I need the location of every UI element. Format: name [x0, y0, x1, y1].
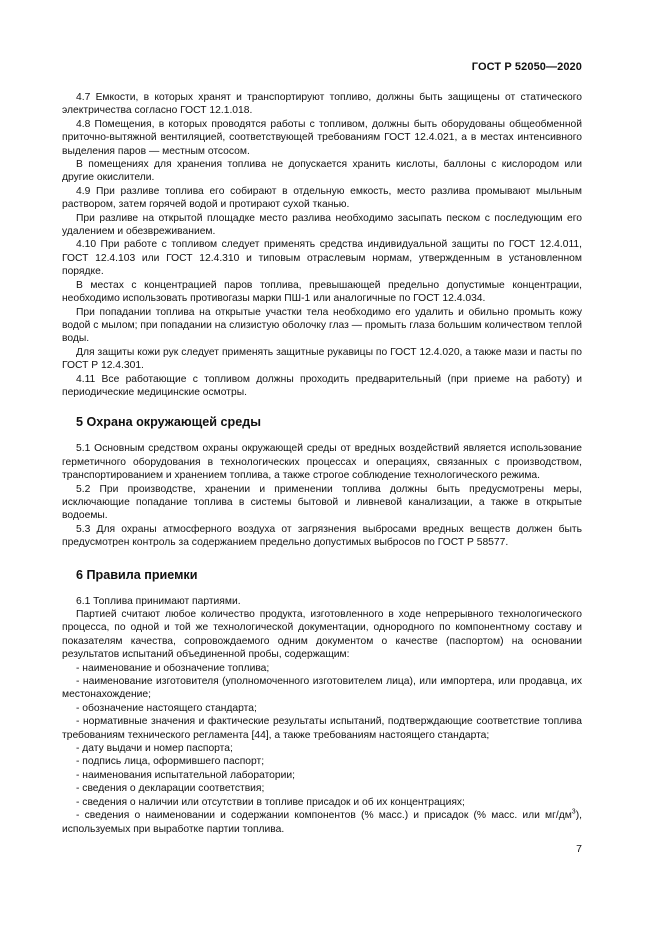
document-id-header: ГОСТ Р 52050—2020 — [471, 61, 582, 73]
paragraph-6-1-batch: Партией считают любое количество продукта, изготовленного в ходе непрерывного технологического процесса, по одной и той же технологической документации, однородного по компонентному составу и показателям качества, сопровождаемого одним документом о качестве (паспортом) на основании результатов испытаний объединенной пробы, содержащим: — [62, 609, 582, 661]
paragraph-4-10-skin-contact: При попадании топлива на открытые участки тела необходимо его удалить и обильно промыть кожу водой с мылом; при попадании на слизистую оболочку глаз — промыть глаза большим количеством теплой воды. — [62, 306, 582, 345]
paragraph-5-2: 5.2 При производстве, хранении и применении топлива должны быть предусмотрены меры, исключающие попадание топлива в системы бытовой и ливневой канализации, а также в открытые водоемы. — [62, 483, 582, 522]
list-item: - наименование и обозначение топлива; — [76, 662, 270, 674]
paragraph-4-10-hand-protection: Для защиты кожи рук следует применять защитные рукавицы по ГОСТ 12.4.020, а также мази и пасты по ГОСТ Р 12.4.301. — [62, 346, 582, 372]
section-6-heading: 6 Правила приемки — [76, 567, 198, 582]
section-5-heading: 5 Охрана окружающей среды — [76, 415, 261, 430]
paragraph-5-3: 5.3 Для охраны атмосферного воздуха от загрязнения выбросами вредных веществ должен быть предусмотрен контроль за содержанием предельно допустимых выбросов по ГОСТ Р 58577. — [62, 523, 582, 549]
paragraph-4-8: 4.8 Помещения, в которых проводятся работы с топливом, должны быть оборудованы общеобменной приточно-вытяжной вентиляцией, соответствующей требованиям ГОСТ 12.4.021, а в местах интенсивного выделения паров — местным отсосом. — [62, 118, 582, 157]
paragraph-4-10-vapors: В местах с концентрацией паров топлива, превышающей предельно допустимые концентрации, необходимо использовать противогазы марки ПШ-1 или аналогичные по ГОСТ 12.4.034. — [62, 279, 582, 305]
list-item: - сведения о наличии или отсутствии в топливе присадок и об их концентрациях; — [76, 796, 465, 808]
list-item: - сведения о декларации соответствия; — [76, 783, 265, 795]
list-item-components-text-end: ), используемых при выработке партии топлива. — [62, 810, 582, 835]
document-body — [62, 91, 582, 836]
list-item: - подпись лица, оформившего паспорт; — [76, 756, 265, 768]
list-item: - нормативные значения и фактические результаты испытаний, подтверждающие соответствие топлива требованиям технического регламента [44], а также требованиям настоящего стандарта; — [62, 716, 582, 741]
list-item: - дату выдачи и номер паспорта; — [76, 743, 233, 755]
page-number: 7 — [576, 843, 582, 855]
list-item-components — [62, 809, 582, 836]
paragraph-4-7: 4.7 Емкости, в которых хранят и транспортируют топливо, должны быть защищены от статического электричества согласно ГОСТ 12.1.018. — [62, 92, 582, 117]
paragraph-4-11: 4.11 Все работающие с топливом должны проходить предварительный (при приеме на работу) и периодические медицинские осмотры. — [62, 373, 582, 398]
paragraph-4-8-storage: В помещениях для хранения топлива не допускается хранить кислоты, баллоны с кислородом или другие окислители. — [62, 159, 582, 184]
paragraph-4-9: 4.9 При разливе топлива его собирают в отдельную емкость, место разлива промывают мыльным раствором, затем горячей водой и протирают сухой тканью. — [62, 185, 582, 211]
list-item-components-text: - сведения о наименовании и содержании компонентов (% масс.) и присадок (% масс. или мг/дм — [76, 810, 572, 822]
list-item: - наименование изготовителя (уполномоченного изготовителем лица), или импортера, или продавца, их местонахождение; — [62, 676, 582, 701]
list-item: - обозначение настоящего стандарта; — [76, 702, 257, 714]
paragraph-5-1: 5.1 Основным средством охраны окружающей среды от вредных воздействий является использование герметичного оборудования в технологических процессах и операциях, связанных с производством, транспортированием и хранением топлива, а также строгое соблюдение технологического режима. — [62, 443, 582, 482]
paragraph-6-1: 6.1 Топлива принимают партиями. — [76, 595, 241, 607]
list-item: - наименования испытательной лаборатории; — [76, 769, 295, 781]
superscript-3: 3 — [571, 808, 576, 816]
paragraph-4-9-open-area: При разливе на открытой площадке место разлива необходимо засыпать песком с последующим его удалением и обезвреживанием. — [62, 212, 582, 238]
paragraph-4-10: 4.10 При работе с топливом следует применять средства индивидуальной защиты по ГОСТ 12.4.011, ГОСТ 12.4.103 или ГОСТ 12.4.310 и типовым отраслевым нормам, утвержденным в установленном порядке. — [62, 239, 582, 278]
